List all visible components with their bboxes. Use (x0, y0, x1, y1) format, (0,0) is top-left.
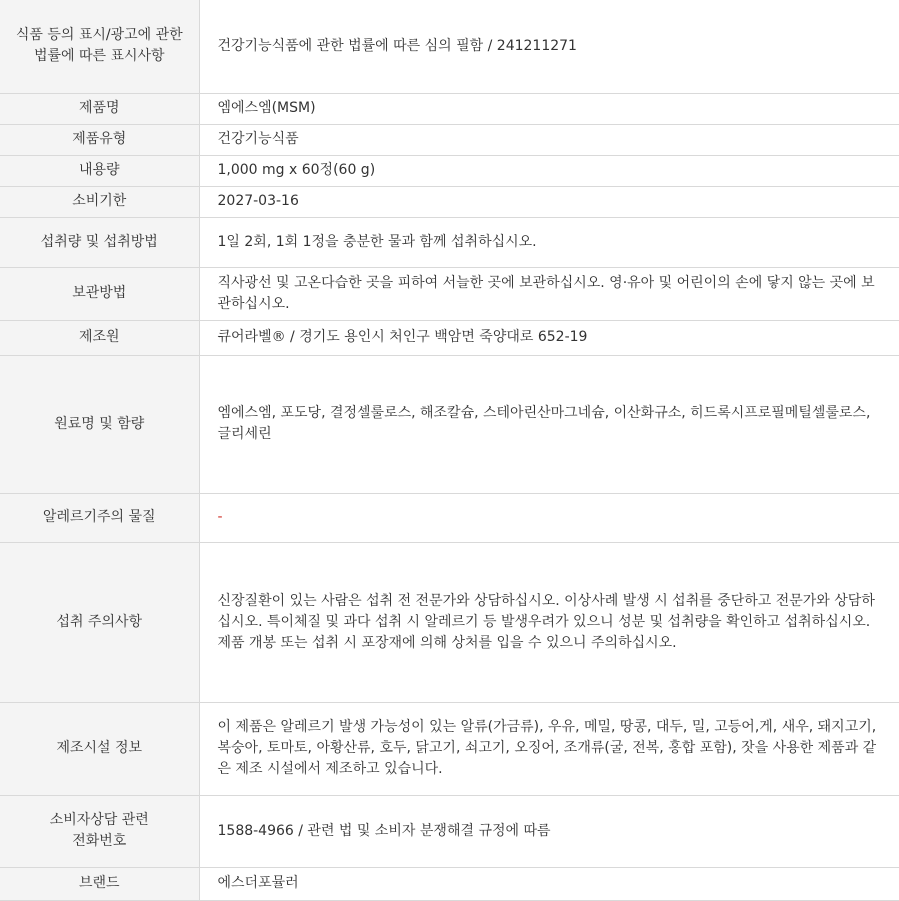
row-value: 1,000 mg x 60정(60 g) (199, 155, 899, 186)
row-value: 2027-03-16 (199, 186, 899, 217)
row-value: 에스더포뮬러 (199, 867, 899, 900)
row-value: 1일 2회, 1회 1정을 충분한 물과 함께 섭취하십시오. (199, 217, 899, 267)
row-label: 섭취량 및 섭취방법 (0, 217, 199, 267)
table-row (0, 867, 899, 900)
row-value: - (199, 493, 899, 542)
row-label: 섭취 주의사항 (0, 542, 199, 702)
row-label: 제품유형 (0, 124, 199, 155)
table-row (0, 155, 899, 186)
row-value: 큐어라벨® / 경기도 용인시 처인구 백암면 죽양대로 652-19 (199, 320, 899, 355)
row-value: 건강기능식품 (199, 124, 899, 155)
row-label: 제품명 (0, 93, 199, 124)
table-row (0, 267, 899, 320)
row-value: 신장질환이 있는 사람은 섭취 전 전문가와 상담하십시오. 이상사례 발생 시 섭취를 중단하고 전문가와 상담하십시오. 특이체질 및 과다 섭취 시 알레르기 등 발생우려가 있으니 성분 및 섭취량을 확인하고 섭취하십시오. 제품 개봉 또는 섭취 시 포장재에 의해 상처를 입을 수 있으니 주의하십시오. (199, 542, 899, 702)
row-label: 보관방법 (0, 267, 199, 320)
row-value: 건강기능식품에 관한 법률에 따른 심의 필함 / 241211271 (199, 0, 899, 93)
row-value: 엠에스엠(MSM) (199, 93, 899, 124)
row-value: 엠에스엠, 포도당, 결정셀룰로스, 해조칼슘, 스테아린산마그네슘, 이산화규소, 히드록시프로필메틸셀룰로스, 글리세린 (199, 355, 899, 493)
table-row (0, 186, 899, 217)
row-label: 원료명 및 함량 (0, 355, 199, 493)
table-row (0, 124, 899, 155)
row-label: 식품 등의 표시/광고에 관한 법률에 따른 표시사항 (0, 0, 199, 93)
row-label: 제조시설 정보 (0, 702, 199, 795)
row-label: 알레르기주의 물질 (0, 493, 199, 542)
row-label: 소비기한 (0, 186, 199, 217)
table-row (0, 320, 899, 355)
row-label: 소비자상담 관련 전화번호 (0, 795, 199, 867)
row-value: 이 제품은 알레르기 발생 가능성이 있는 알류(가금류), 우유, 메밀, 땅콩, 대두, 밀, 고등어,게, 새우, 돼지고기, 복숭아, 토마토, 아황산류, 호두, 닭고기, 쇠고기, 오징어, 조개류(굴, 전복, 홍합 포함), 잣을 사용한 제품과 같은 제조 시설에서 제조하고 있습니다. (199, 702, 899, 795)
table-row (0, 93, 899, 124)
table-row (0, 702, 899, 795)
table-row (0, 795, 899, 867)
table-row (0, 217, 899, 267)
table-row (0, 355, 899, 493)
table-row (0, 493, 899, 542)
table-row (0, 542, 899, 702)
row-label: 브랜드 (0, 867, 199, 900)
row-label: 내용량 (0, 155, 199, 186)
table-row (0, 0, 899, 93)
row-label: 제조원 (0, 320, 199, 355)
row-value: 1588-4966 / 관련 법 및 소비자 분쟁해결 규정에 따름 (199, 795, 899, 867)
row-value: 직사광선 및 고온다습한 곳을 피하여 서늘한 곳에 보관하십시오. 영·유아 및 어린이의 손에 닿지 않는 곳에 보관하십시오. (199, 267, 899, 320)
